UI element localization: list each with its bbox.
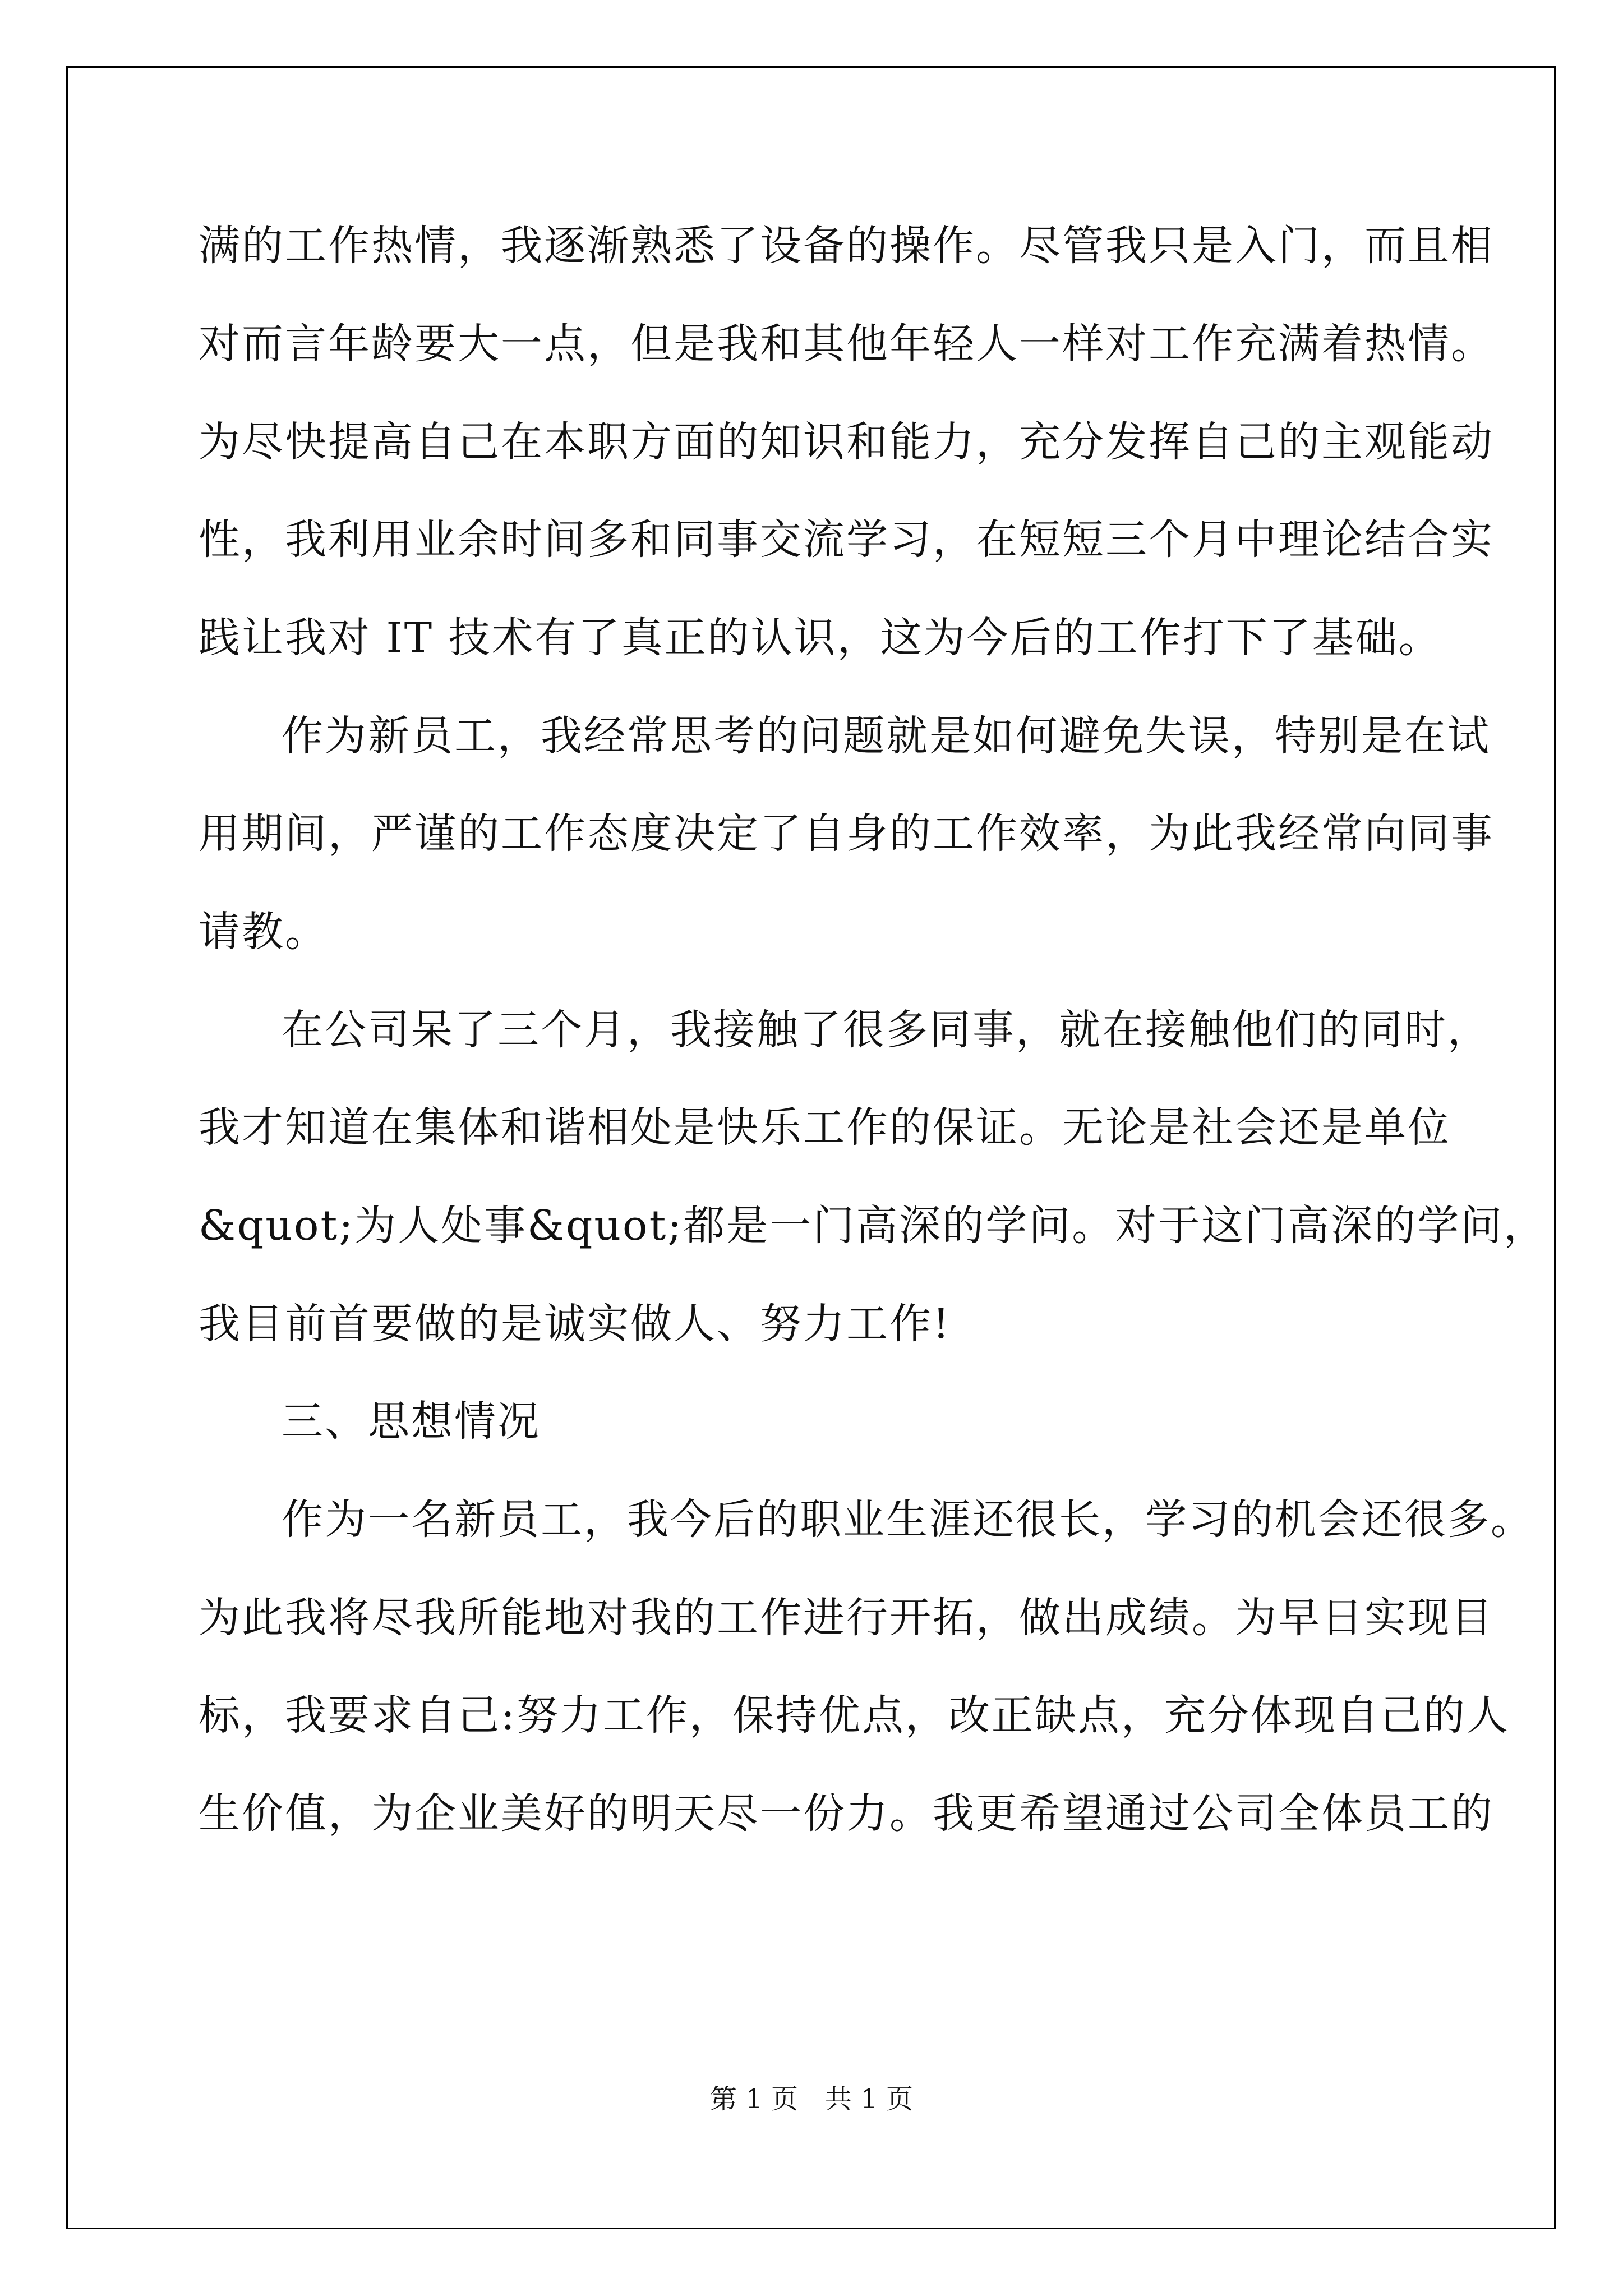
text-line: 生价值，为企业美好的明天尽一份力。我更希望通过公司全体员工的 (199, 1789, 1494, 1838)
page-total: 共 1 页 (825, 2083, 914, 2115)
text-line: &quot;为人处事&quot;都是一门高深的学问。对于这门高深的学问， (199, 1202, 1547, 1250)
text-line: 用期间，严谨的工作态度决定了自身的工作效率，为此我经常向同事 (199, 809, 1494, 858)
text-line: 为此我将尽我所能地对我的工作进行开拓，做出成绩。为早日实现目 (199, 1594, 1494, 1642)
paragraph-start-line: 在公司呆了三个月，我接触了很多同事，就在接触他们的同时， (282, 1006, 1491, 1054)
text-line: 满的工作热情，我逐渐熟悉了设备的操作。尽管我只是入门，而且相 (199, 222, 1494, 270)
section-heading: 三、思想情况 (282, 1397, 541, 1446)
text-line: 请教。 (199, 908, 328, 956)
paragraph-start-line: 作为一名新员工，我今后的职业生涯还很长，学习的机会还很多。 (282, 1496, 1534, 1544)
text-line: 我目前首要做的是诚实做人、努力工作! (199, 1300, 951, 1348)
text-line: 标，我要求自己:努力工作，保持优点，改正缺点，充分体现自己的人 (199, 1691, 1510, 1740)
paragraph-start-line: 作为新员工，我经常思考的问题就是如何避免失误，特别是在试 (282, 712, 1491, 760)
page-footer (0, 2082, 1623, 2116)
text-line: 我才知道在集体和谐相处是快乐工作的保证。无论是社会还是单位 (199, 1103, 1451, 1152)
text-line: 为尽快提高自己在本职方面的知识和能力，充分发挥自己的主观能动 (199, 418, 1494, 466)
text-line: 对而言年龄要大一点，但是我和其他年轻人一样对工作充满着热情。 (199, 320, 1494, 368)
text-line: 性，我利用业余时间多和同事交流学习，在短短三个月中理论结合实 (199, 516, 1494, 564)
text-line: 践让我对 IT 技术有了真正的认识，这为今后的工作打下了基础。 (199, 614, 1442, 662)
page-number: 第 1 页 (709, 2083, 798, 2115)
